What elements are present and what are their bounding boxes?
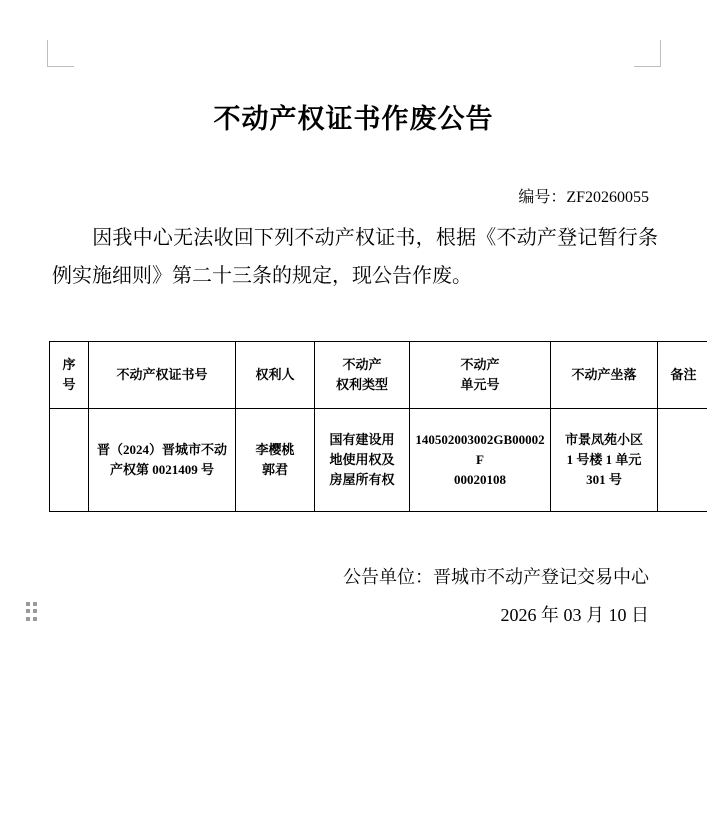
body-line-2: 暂行条例实施细则》第二十三条的规定，现公告作废。	[52, 227, 659, 287]
cell-remark	[658, 409, 707, 512]
header-cell-location: 不动产坐落	[551, 342, 658, 409]
header-cell-rights-type	[315, 342, 410, 409]
rights-type-line-3: 房屋所有权	[329, 472, 395, 487]
issuer-signature: 公告单位：晋城市不动产登记交易中心	[343, 567, 649, 587]
unit-no-line-2: 00020108	[454, 472, 506, 487]
table-header	[50, 342, 707, 409]
announcement-body	[52, 219, 658, 295]
table-body	[50, 409, 707, 512]
owner-line-1: 李樱桃	[255, 442, 295, 457]
location-line-3: 301 号	[586, 472, 622, 487]
serial-number-label: 编号：	[518, 189, 567, 206]
rights-type-line-2: 地使用权及	[329, 452, 395, 467]
rights-type-line-1: 国有建设用	[329, 432, 395, 447]
header-seq-line-2: 号	[62, 377, 76, 392]
header-cell-seq	[50, 342, 89, 409]
cell-location	[551, 409, 658, 512]
table-header-row	[50, 342, 707, 409]
location-line-2: 1 号楼 1 单元	[566, 452, 642, 467]
serial-number	[518, 184, 649, 207]
cell-owner	[236, 409, 315, 512]
body-line-1: 因我中心无法收回下列不动产权证书，根据《不动产登记	[92, 227, 598, 249]
page-title: 不动产权证书作废公告	[213, 104, 494, 134]
issue-date: 2026 年 03 月 10 日	[500, 605, 649, 625]
header-cell-remark: 备注	[658, 342, 707, 409]
header-cell-unit-no	[410, 342, 551, 409]
header-type-line-2: 权利类型	[335, 377, 388, 392]
header-cell-owner: 权利人	[236, 342, 315, 409]
serial-number-value: ZF20260055	[566, 189, 649, 206]
header-unit-line-1: 不动产	[460, 357, 500, 372]
header-type-line-1: 不动产	[342, 357, 382, 372]
table-row	[50, 409, 707, 512]
header-cell-certificate-no: 不动产权证书号	[89, 342, 236, 409]
owner-line-2: 郭君	[261, 462, 288, 477]
header-unit-line-2: 单元号	[460, 377, 500, 392]
cell-rights-type	[315, 409, 410, 512]
margin-corner-mark-top-left	[47, 40, 74, 67]
margin-corner-mark-top-right	[634, 40, 661, 67]
cell-unit-no	[410, 409, 551, 512]
header-seq-line-1: 序	[62, 357, 76, 372]
cell-certificate-no: 晋（2024）晋城市不动产权第 0021409 号	[89, 409, 236, 512]
cell-seq	[50, 409, 89, 512]
location-line-1: 市景凤苑小区	[564, 432, 643, 447]
certificate-table	[49, 341, 707, 512]
unit-no-line-1: 140502003002GB00002F	[415, 432, 545, 467]
